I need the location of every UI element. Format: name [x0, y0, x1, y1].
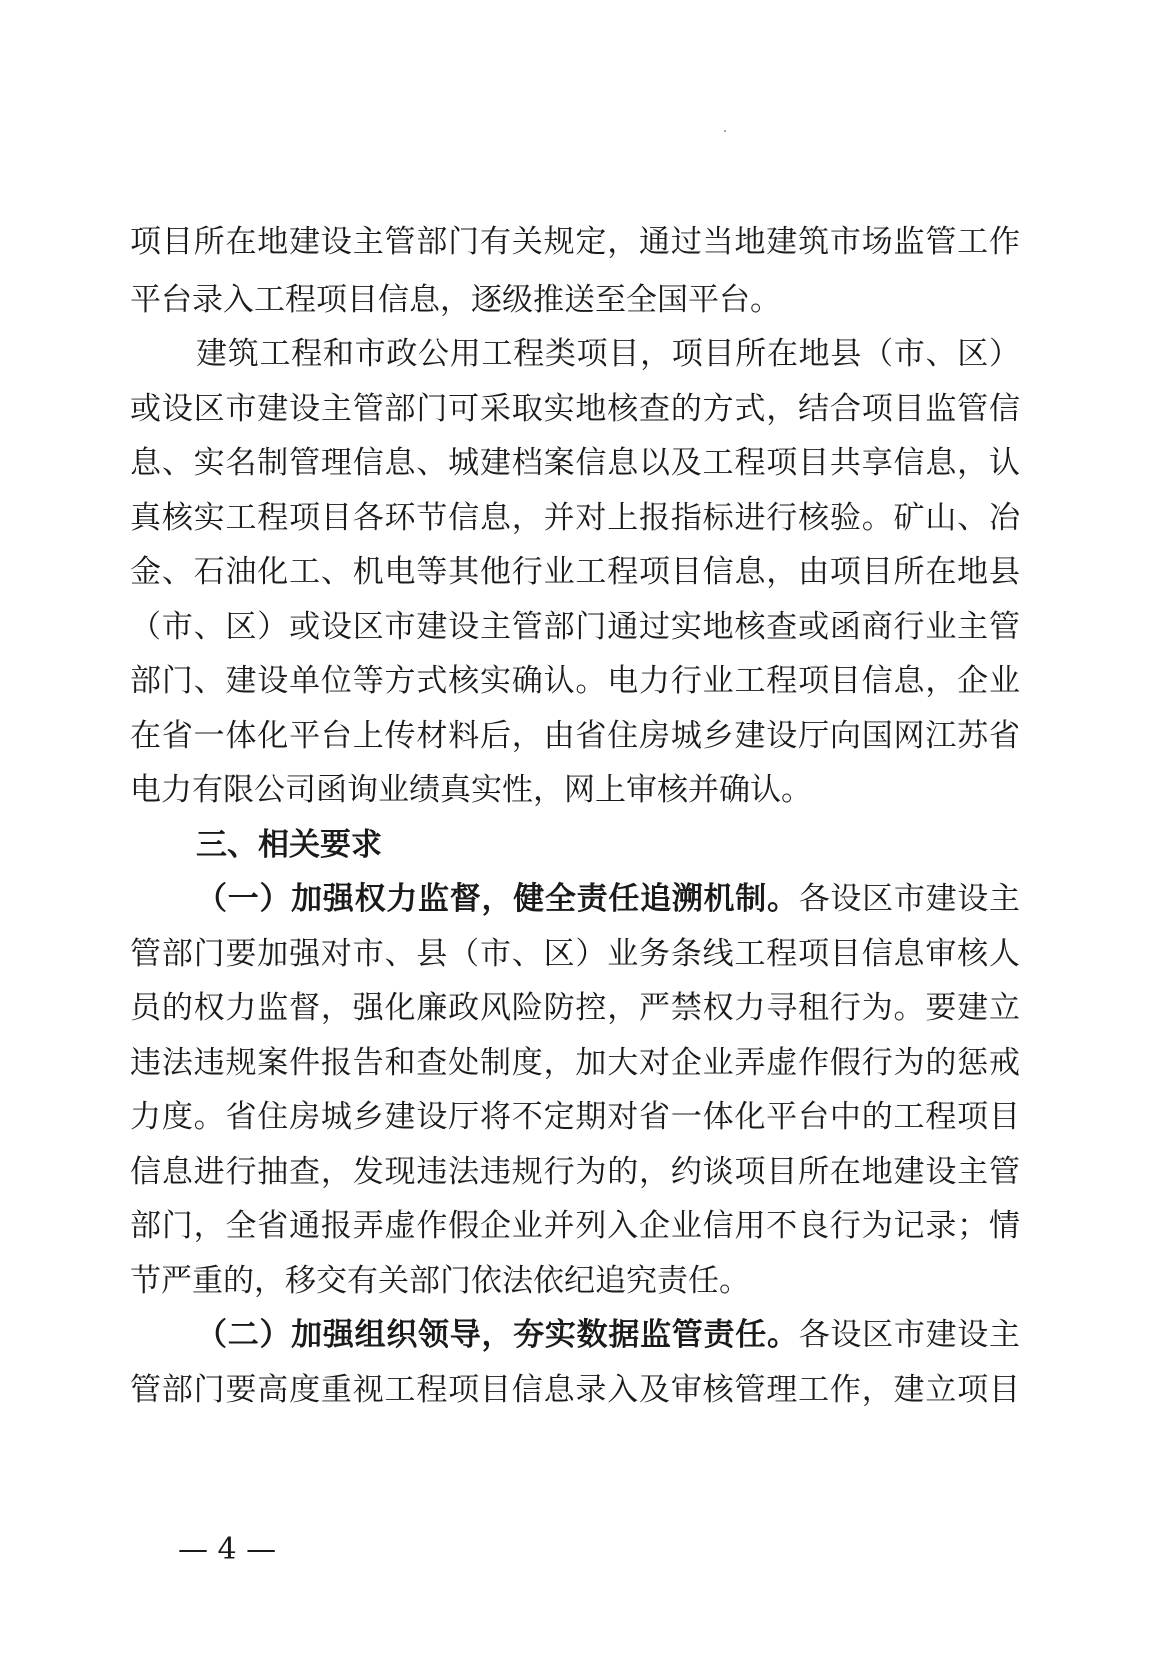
- item-first-line: [196, 879, 1020, 919]
- body-line: 电力有限公司函询业绩真实性，网上审核并确认。: [130, 772, 812, 808]
- body-line: 节严重的，移交有关部门依法依纪追究责任。: [130, 1263, 750, 1299]
- body-line: 建筑工程和市政公用工程类项目，项目所在地县（市、区）: [196, 336, 1020, 372]
- body-line: 部门、建设单位等方式核实确认。电力行业工程项目信息，企业: [130, 663, 1020, 699]
- body-line: 息、实名制管理信息、城建档案信息以及工程项目共享信息，认: [130, 445, 1020, 481]
- body-line: 管部门要加强对市、县（市、区）业务条线工程项目信息审核人: [130, 936, 1020, 972]
- item-lead: （一）加强权力监督，健全责任追溯机制。: [196, 881, 799, 917]
- body-line: 或设区市建设主管部门可采取实地核查的方式，结合项目监管信: [130, 391, 1020, 427]
- item-lead-rest: 各设区市建设主: [798, 881, 1021, 917]
- body-line: 真核实工程项目各环节信息，并对上报指标进行核验。矿山、冶: [130, 500, 1020, 536]
- item-first-line: [196, 1315, 1020, 1355]
- body-line: 在省一体化平台上传材料后，由省住房城乡建设厅向国网江苏省: [130, 718, 1020, 754]
- scan-speck: [724, 130, 726, 132]
- body-line: 项目所在地建设主管部门有关规定，通过当地建筑市场监管工作: [130, 224, 1020, 260]
- section-heading: 三、相关要求: [196, 827, 382, 863]
- item-lead-rest: 各设区市建设主: [798, 1317, 1021, 1353]
- body-line: 部门，全省通报弄虚作假企业并列入企业信用不良行为记录；情: [130, 1208, 1020, 1244]
- page-number: — 4 —: [178, 1532, 277, 1567]
- body-line: 管部门要高度重视工程项目信息录入及审核管理工作，建立项目: [130, 1372, 1020, 1408]
- body-line: 员的权力监督，强化廉政风险防控，严禁权力寻租行为。要建立: [130, 990, 1020, 1026]
- body-line: 金、石油化工、机电等其他行业工程项目信息，由项目所在地县: [130, 554, 1020, 590]
- body-line: 平台录入工程项目信息，逐级推送至全国平台。: [130, 282, 781, 318]
- body-line: （市、区）或设区市建设主管部门通过实地核查或函商行业主管: [130, 609, 1020, 645]
- body-line: 信息进行抽查，发现违法违规行为的，约谈项目所在地建设主管: [130, 1154, 1020, 1190]
- item-lead: （二）加强组织领导，夯实数据监管责任。: [196, 1317, 799, 1353]
- body-line: 违法违规案件报告和查处制度，加大对企业弄虚作假行为的惩戒: [130, 1045, 1020, 1081]
- body-line: 力度。省住房城乡建设厅将不定期对省一体化平台中的工程项目: [130, 1099, 1020, 1135]
